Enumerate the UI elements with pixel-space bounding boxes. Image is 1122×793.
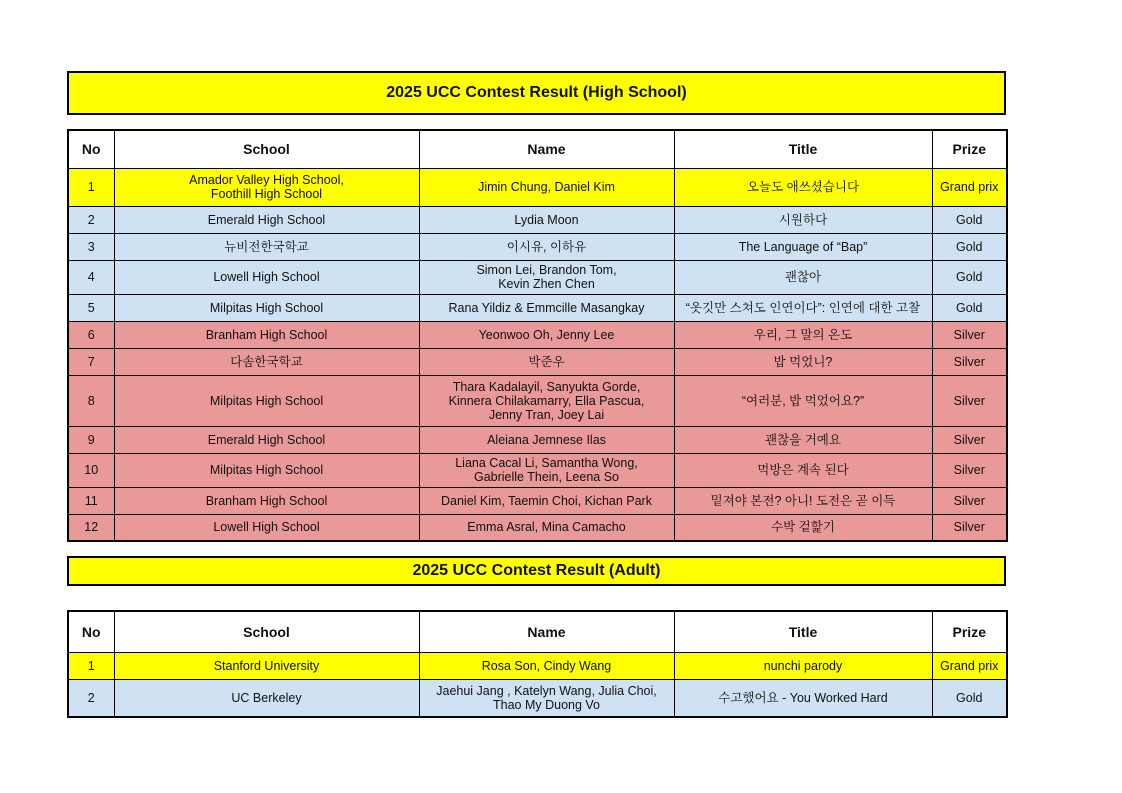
cell-title: 먹방은 계속 된다 — [674, 453, 932, 487]
cell-no: 10 — [68, 453, 114, 487]
cell-name: Simon Lei, Brandon Tom, Kevin Zhen Chen — [419, 260, 674, 294]
table-header-row — [68, 611, 1007, 652]
cell-name: Emma Asral, Mina Camacho — [419, 514, 674, 541]
cell-school: Milpitas High School — [114, 294, 419, 321]
cell-school: UC Berkeley — [114, 679, 419, 717]
header-prize: Prize — [932, 611, 1007, 652]
cell-no: 2 — [68, 679, 114, 717]
high-school-results-table — [67, 129, 1008, 542]
cell-prize: Silver — [932, 453, 1007, 487]
cell-name: Yeonwoo Oh, Jenny Lee — [419, 321, 674, 348]
table-row — [68, 168, 1007, 206]
cell-no: 3 — [68, 233, 114, 260]
table-row — [68, 487, 1007, 514]
table-row — [68, 426, 1007, 453]
table-row — [68, 514, 1007, 541]
table-row — [68, 652, 1007, 679]
header-name: Name — [419, 611, 674, 652]
cell-school: 뉴비전한국학교 — [114, 233, 419, 260]
cell-no: 1 — [68, 168, 114, 206]
cell-name: 박준우 — [419, 348, 674, 375]
cell-title: 괜찮아 — [674, 260, 932, 294]
cell-name: Liana Cacal Li, Samantha Wong, Gabrielle Thein, Leena So — [419, 453, 674, 487]
cell-title: 수고했어요 - You Worked Hard — [674, 679, 932, 717]
table-row — [68, 348, 1007, 375]
cell-prize: Grand prix — [932, 652, 1007, 679]
header-school: School — [114, 130, 419, 168]
table-row — [68, 260, 1007, 294]
table-row — [68, 233, 1007, 260]
table-header-row — [68, 130, 1007, 168]
high-school-results-title: 2025 UCC Contest Result (High School) — [67, 71, 1006, 115]
cell-title: The Language of “Bap” — [674, 233, 932, 260]
cell-title: “여러분, 밥 먹었어요?” — [674, 375, 932, 426]
cell-no: 8 — [68, 375, 114, 426]
cell-prize: Silver — [932, 426, 1007, 453]
cell-prize: Gold — [932, 679, 1007, 717]
cell-prize: Silver — [932, 514, 1007, 541]
cell-school: Emerald High School — [114, 206, 419, 233]
cell-name: Rosa Son, Cindy Wang — [419, 652, 674, 679]
cell-school: Stanford University — [114, 652, 419, 679]
cell-school: Milpitas High School — [114, 375, 419, 426]
cell-name: Rana Yildiz & Emmcille Masangkay — [419, 294, 674, 321]
cell-school: Branham High School — [114, 487, 419, 514]
cell-school: Lowell High School — [114, 260, 419, 294]
cell-no: 6 — [68, 321, 114, 348]
cell-school: Emerald High School — [114, 426, 419, 453]
cell-title: 밑져야 본전? 아니! 도전은 곧 이득 — [674, 487, 932, 514]
cell-name: Jaehui Jang , Katelyn Wang, Julia Choi, Thao My Duong Vo — [419, 679, 674, 717]
cell-title: 괜찮을 거예요 — [674, 426, 932, 453]
cell-no: 9 — [68, 426, 114, 453]
table-row — [68, 679, 1007, 717]
table-row — [68, 375, 1007, 426]
header-no: No — [68, 130, 114, 168]
cell-title: 시원하다 — [674, 206, 932, 233]
cell-title: “옷깃만 스쳐도 인연이다”: 인연에 대한 고찰 — [674, 294, 932, 321]
cell-prize: Silver — [932, 487, 1007, 514]
header-name: Name — [419, 130, 674, 168]
header-no: No — [68, 611, 114, 652]
cell-name: Aleiana Jemnese Ilas — [419, 426, 674, 453]
cell-name: 이시유, 이하유 — [419, 233, 674, 260]
cell-school: Amador Valley High School, Foothill High School — [114, 168, 419, 206]
header-prize: Prize — [932, 130, 1007, 168]
cell-no: 11 — [68, 487, 114, 514]
cell-title: 밥 먹었니? — [674, 348, 932, 375]
cell-prize: Gold — [932, 233, 1007, 260]
table-row — [68, 206, 1007, 233]
cell-no: 4 — [68, 260, 114, 294]
adult-results-title: 2025 UCC Contest Result (Adult) — [67, 556, 1006, 586]
header-school: School — [114, 611, 419, 652]
header-title: Title — [674, 611, 932, 652]
cell-no: 7 — [68, 348, 114, 375]
cell-title: 수박 겉핥기 — [674, 514, 932, 541]
cell-school: Milpitas High School — [114, 453, 419, 487]
cell-no: 5 — [68, 294, 114, 321]
cell-title: 우리, 그 말의 온도 — [674, 321, 932, 348]
cell-prize: Silver — [932, 375, 1007, 426]
cell-prize: Gold — [932, 260, 1007, 294]
header-title: Title — [674, 130, 932, 168]
cell-school: Branham High School — [114, 321, 419, 348]
cell-name: Thara Kadalayil, Sanyukta Gorde, Kinnera Chilakamarry, Ella Pascua, Jenny Tran, Joey Lai — [419, 375, 674, 426]
table-row — [68, 453, 1007, 487]
cell-name: Lydia Moon — [419, 206, 674, 233]
cell-no: 12 — [68, 514, 114, 541]
cell-no: 1 — [68, 652, 114, 679]
cell-title: 오늘도 애쓰셨습니다 — [674, 168, 932, 206]
cell-prize: Silver — [932, 348, 1007, 375]
cell-prize: Gold — [932, 206, 1007, 233]
cell-prize: Silver — [932, 321, 1007, 348]
cell-title: nunchi parody — [674, 652, 932, 679]
cell-name: Daniel Kim, Taemin Choi, Kichan Park — [419, 487, 674, 514]
table-row — [68, 321, 1007, 348]
cell-school: Lowell High School — [114, 514, 419, 541]
cell-prize: Grand prix — [932, 168, 1007, 206]
cell-no: 2 — [68, 206, 114, 233]
table-row — [68, 294, 1007, 321]
cell-school: 다솜한국학교 — [114, 348, 419, 375]
cell-prize: Gold — [932, 294, 1007, 321]
adult-results-table — [67, 610, 1008, 718]
cell-name: Jimin Chung, Daniel Kim — [419, 168, 674, 206]
